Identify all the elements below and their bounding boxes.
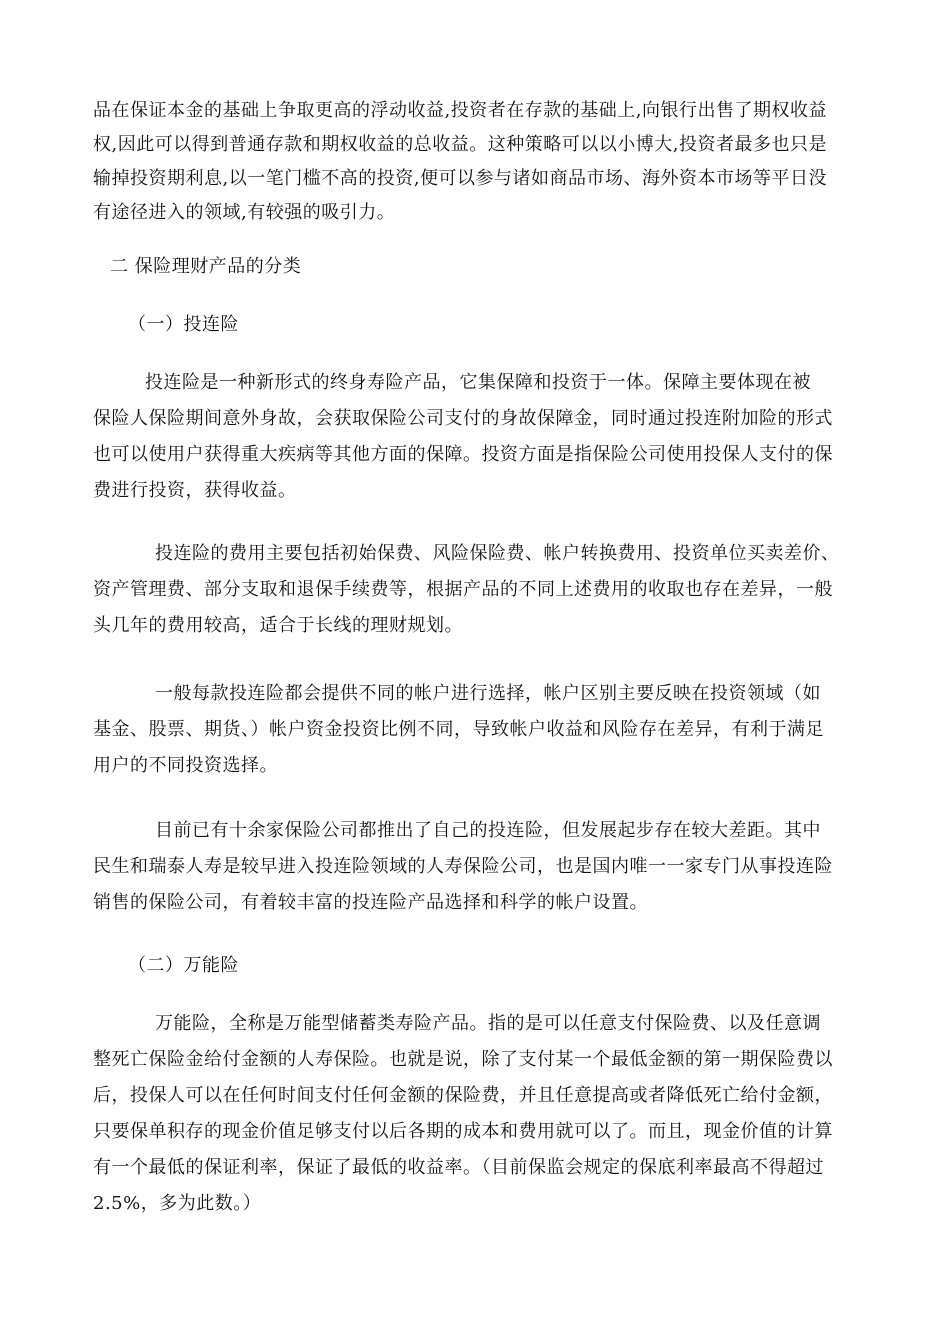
text-line: 头几年的费用较高，适合于长线的理财规划。 (93, 615, 463, 636)
text-line: 有一个最低的保证利率，保证了最低的收益率。（目前保监会规定的保底利率最高不得超过 (93, 1157, 824, 1178)
text-line: 整死亡保险金给付金额的人寿保险。也就是说，除了支付某一个最低金额的第一期保险费以 (93, 1049, 833, 1070)
text-line: 品在保证本金的基础上争取更高的浮动收益,投资者在存款的基础上,向银行出售了期权收益 (93, 100, 827, 121)
text-line: 也可以使用户获得重大疾病等其他方面的保障。投资方面是指保险公司使用投保人支付的保 (93, 444, 833, 465)
subsection-heading: （一）投连险 (128, 314, 239, 335)
text-line: 万能险，全称是万能型储蓄类寿险产品。指的是可以任意支付保险费、以及任意调 (155, 1013, 821, 1034)
subsection-heading: （二）万能险 (128, 955, 239, 976)
text-line: 资产管理费、部分支取和退保手续费等，根据产品的不同上述费用的收取也存在差异，一般 (93, 579, 833, 600)
text-line: 只要保单积存的现金价值足够支付以后各期的成本和费用就可以了。而且，现金价值的计算 (93, 1121, 833, 1142)
text-line: 输掉投资期利息,以一笔门槛不高的投资,便可以参与诸如商品市场、海外资本市场等平日没 (93, 168, 827, 189)
text-line: 用户的不同投资选择。 (93, 755, 278, 776)
text-line: 投连险的费用主要包括初始保费、风险保险费、帐户转换费用、投资单位买卖差价、 (155, 543, 840, 564)
text-line: 权,因此可以得到普通存款和期权收益的总收益。这种策略可以以小博大,投资者最多也只是 (93, 134, 827, 155)
text-line: 基金、股票、期货、）帐户资金投资比例不同，导致帐户收益和风险存在差异，有利于满足 (93, 719, 824, 740)
text-line: 2.5%，多为此数。） (93, 1193, 262, 1214)
text-line: 民生和瑞泰人寿是较早进入投连险领域的人寿保险公司，也是国内唯一一家专门从事投连险 (93, 856, 833, 877)
text-line: 销售的保险公司，有着较丰富的投连险产品选择和科学的帐户设置。 (93, 892, 648, 913)
section-heading: 二 保险理财产品的分类 (110, 256, 302, 277)
text-line: 有途径进入的领域,有较强的吸引力。 (93, 202, 396, 223)
text-line: 后，投保人可以在任何时间支付任何金额的保险费，并且任意提高或者降低死亡给付金额， (93, 1085, 833, 1106)
text-line: 目前已有十余家保险公司都推出了自己的投连险，但发展起步存在较大差距。其中 (155, 820, 821, 841)
text-line: 投连险是一种新形式的终身寿险产品，它集保障和投资于一体。保障主要体现在被 (145, 372, 811, 393)
text-line: 费进行投资，获得收益。 (93, 480, 297, 501)
text-line: 一般每款投连险都会提供不同的帐户进行选择，帐户区别主要反映在投资领域（如 (155, 683, 821, 704)
text-line: 保险人保险期间意外身故，会获取保险公司支付的身故保障金，同时通过投连附加险的形式 (93, 408, 833, 429)
